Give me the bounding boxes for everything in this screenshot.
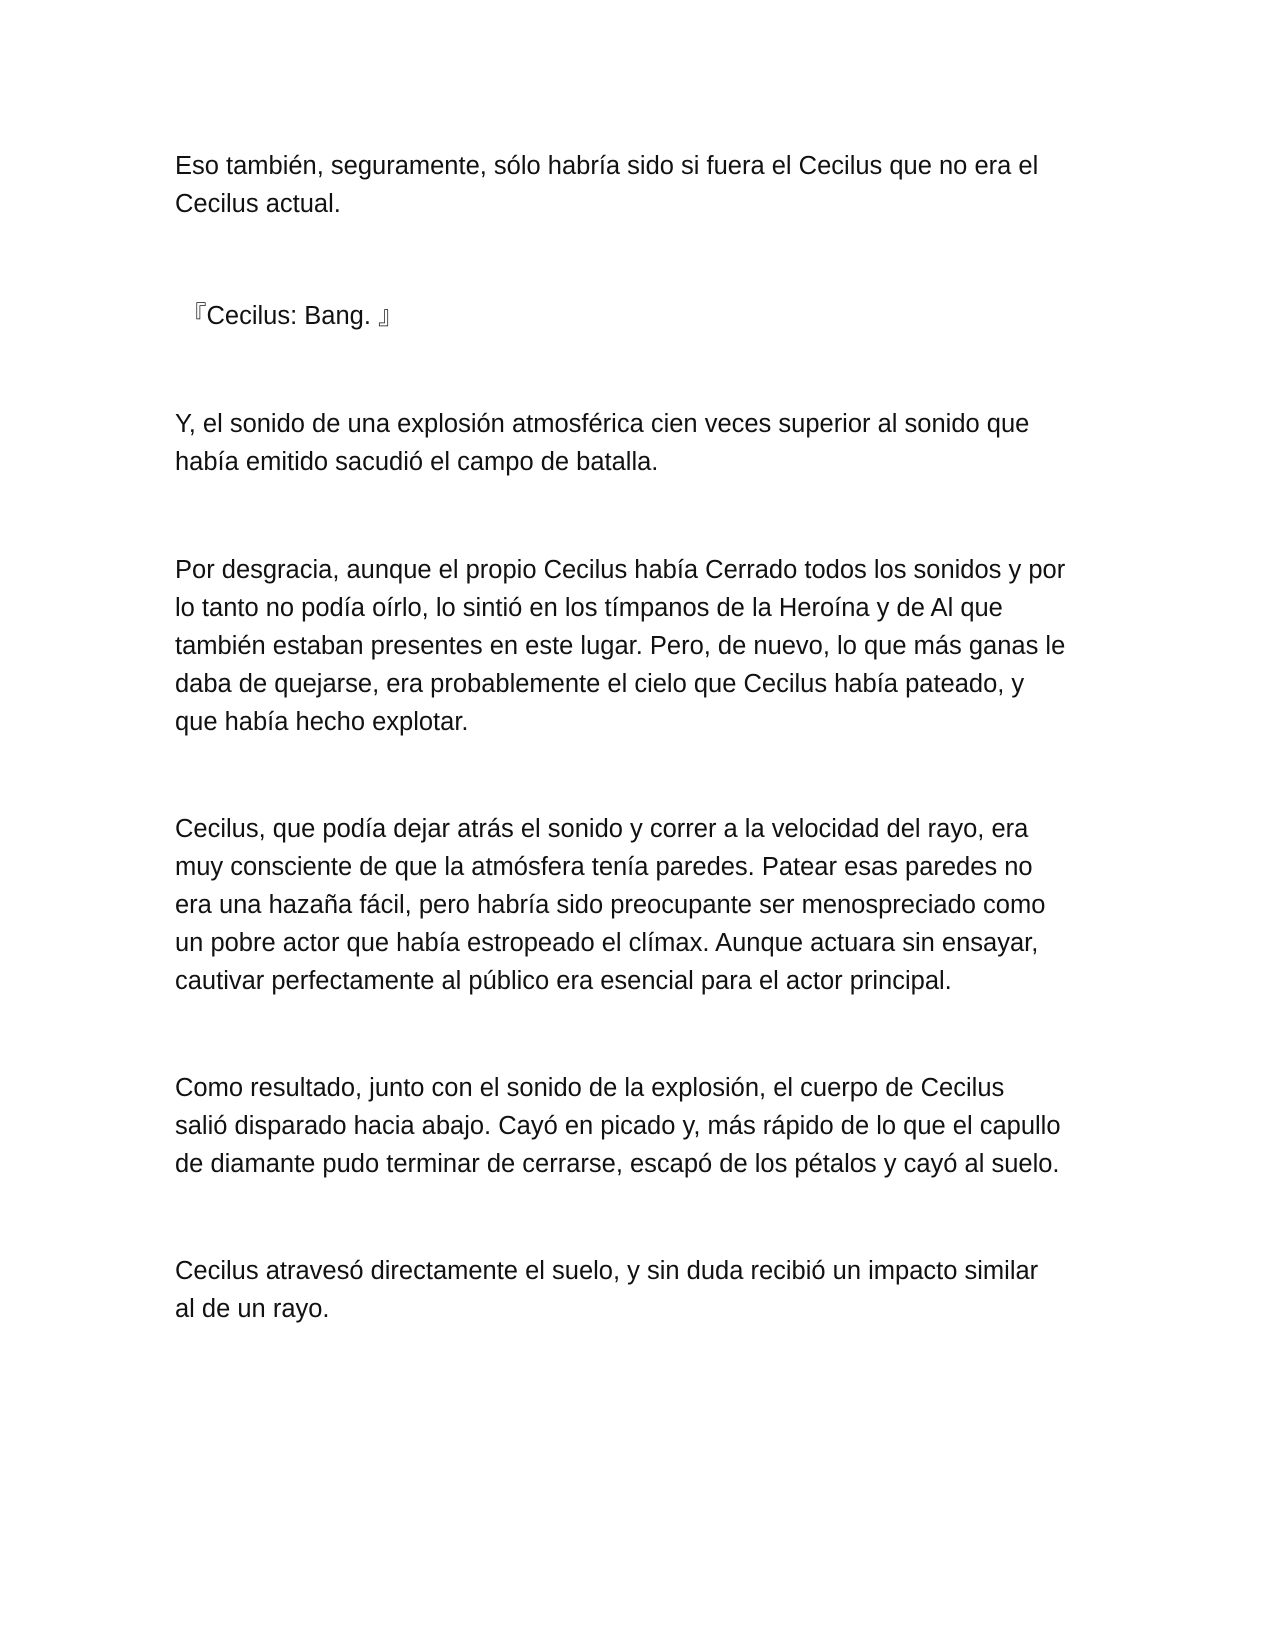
paragraph-3: Y, el sonido de una explosión atmosférica cien veces superior al sonido que había emitido sacudió el campo de batalla.	[175, 410, 1030, 476]
paragraph-4: Por desgracia, aunque el propio Cecilus había Cerrado todos los sonidos y por lo tanto no podía oírlo, lo sintió en los tímpanos de la Heroína y de Al que también estaban presentes en este lugar. Pero, de nuevo, lo que más ganas le daba de quejarse, era probablemente el cielo que Cecilus había pateado, y que había hecho explotar.	[175, 556, 1066, 736]
paragraph-7: Cecilus atravesó directamente el suelo, y sin duda recibió un impacto similar al de un rayo.	[175, 1257, 1039, 1323]
paragraph-1: Eso también, seguramente, sólo habría sido si fuera el Cecilus que no era el Cecilus actual.	[175, 152, 1039, 218]
dialogue-line: 『Cecilus: Bang. 』	[181, 302, 404, 330]
paragraph-5: Cecilus, que podía dejar atrás el sonido y correr a la velocidad del rayo, era muy consciente de que la atmósfera tenía paredes. Patear esas paredes no era una hazaña fácil, pero habría sido preocupante ser menospreciado como un pobre actor que había estropeado el clímax. Aunque actuara sin ensayar, cautivar perfectamente al público era esencial para el actor principal.	[175, 815, 1046, 995]
paragraph-6: Como resultado, junto con el sonido de la explosión, el cuerpo de Cecilus salió disparado hacia abajo. Cayó en picado y, más rápido de lo que el capullo de diamante pudo terminar de cerrarse, escapó de los pétalos y cayó al suelo.	[175, 1074, 1061, 1178]
